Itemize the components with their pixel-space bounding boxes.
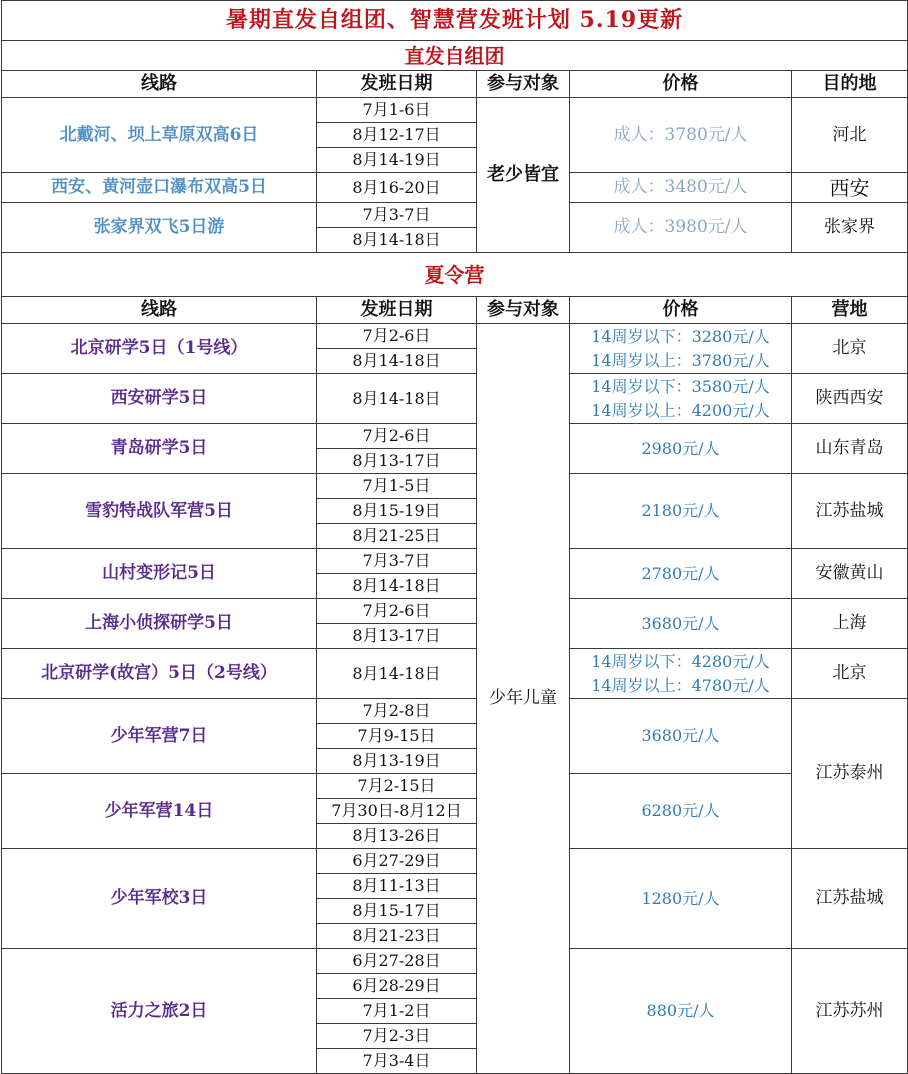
departure-date: 7月1-5日 xyxy=(317,474,477,499)
header-audience: 参与对象 xyxy=(477,297,570,324)
price-cell: 3680元/人 xyxy=(570,599,792,649)
header-price: 价格 xyxy=(570,297,792,324)
destination-cell: 西安 xyxy=(792,173,908,203)
price-under-14: 14周岁以下：4280元/人 xyxy=(591,652,770,672)
section-title-direct-groups: 直发自组团 xyxy=(2,41,908,71)
departure-date: 8月14-19日 xyxy=(317,148,477,173)
price-cell: 6280元/人 xyxy=(570,774,792,849)
header-route: 线路 xyxy=(2,71,317,98)
campsite-cell: 江苏泰州 xyxy=(792,699,908,849)
route-name: 张家界双飞5日游 xyxy=(2,203,317,253)
departure-date: 7月3-7日 xyxy=(317,203,477,228)
audience-cell: 少年儿童 xyxy=(477,324,570,1074)
header-dates: 发班日期 xyxy=(317,71,477,98)
departure-date: 7月2-15日 xyxy=(317,774,477,799)
route-name: 青岛研学5日 xyxy=(2,424,317,474)
audience-cell: 老少皆宜 xyxy=(477,98,570,253)
departure-date: 7月2-6日 xyxy=(317,599,477,624)
route-name: 西安、黄河壶口瀑布双高5日 xyxy=(2,173,317,203)
departure-date: 7月2-8日 xyxy=(317,699,477,724)
price-cell: 2180元/人 xyxy=(570,474,792,549)
departure-date: 7月1-6日 xyxy=(317,98,477,123)
price-under-14: 14周岁以下：3580元/人 xyxy=(591,377,770,397)
campsite-cell: 安徽黄山 xyxy=(792,549,908,599)
campsite-cell: 北京 xyxy=(792,649,908,699)
departure-date: 7月2-3日 xyxy=(317,1024,477,1049)
departure-date: 8月15-19日 xyxy=(317,499,477,524)
departure-date: 8月13-17日 xyxy=(317,449,477,474)
route-name: 北戴河、坝上草原双高6日 xyxy=(2,98,317,173)
price-over-14: 14周岁以上：3780元/人 xyxy=(591,350,770,370)
price-cell xyxy=(570,374,792,424)
departure-date: 7月1-2日 xyxy=(317,999,477,1024)
price-cell: 2780元/人 xyxy=(570,549,792,599)
departure-date: 6月27-28日 xyxy=(317,949,477,974)
route-name: 北京研学5日（1号线） xyxy=(2,324,317,374)
route-name: 西安研学5日 xyxy=(2,374,317,424)
departure-date: 8月13-19日 xyxy=(317,749,477,774)
departure-date: 8月14-18日 xyxy=(317,374,477,424)
departure-date: 8月11-13日 xyxy=(317,874,477,899)
price-cell: 成人：3780元/人 xyxy=(570,98,792,173)
section-title-summer-camp: 夏令营 xyxy=(2,253,908,297)
price-cell: 成人：3480元/人 xyxy=(570,173,792,203)
campsite-cell: 江苏盐城 xyxy=(792,849,908,949)
campsite-cell: 江苏盐城 xyxy=(792,474,908,549)
page-title: 暑期直发自组团、智慧营发班计划 5.19更新 xyxy=(2,1,908,41)
price-over-14: 14周岁以上：4200元/人 xyxy=(591,400,770,420)
departure-date: 7月2-6日 xyxy=(317,324,477,349)
departure-date: 8月12-17日 xyxy=(317,123,477,148)
departure-date: 8月14-18日 xyxy=(317,574,477,599)
route-name: 活力之旅2日 xyxy=(2,949,317,1074)
departure-date: 8月16-20日 xyxy=(317,173,477,203)
departure-date: 8月14-18日 xyxy=(317,649,477,699)
route-name: 上海小侦探研学5日 xyxy=(2,599,317,649)
header-route: 线路 xyxy=(2,297,317,324)
price-over-14: 14周岁以上：4780元/人 xyxy=(591,675,770,695)
route-name: 北京研学(故宫）5日（2号线） xyxy=(2,649,317,699)
route-name: 雪豹特战队军营5日 xyxy=(2,474,317,549)
header-audience: 参与对象 xyxy=(477,71,570,98)
route-name: 少年军营14日 xyxy=(2,774,317,849)
price-cell: 2980元/人 xyxy=(570,424,792,474)
departure-date: 8月21-25日 xyxy=(317,524,477,549)
price-cell: 3680元/人 xyxy=(570,699,792,774)
departure-date: 7月9-15日 xyxy=(317,724,477,749)
campsite-cell: 山东青岛 xyxy=(792,424,908,474)
campsite-cell: 江苏苏州 xyxy=(792,949,908,1074)
departure-date: 7月2-6日 xyxy=(317,424,477,449)
campsite-cell: 上海 xyxy=(792,599,908,649)
route-name: 山村变形记5日 xyxy=(2,549,317,599)
route-name: 少年军校3日 xyxy=(2,849,317,949)
destination-cell: 张家界 xyxy=(792,203,908,253)
departure-date: 8月21-23日 xyxy=(317,924,477,949)
price-cell xyxy=(570,324,792,374)
departure-date: 7月30日-8月12日 xyxy=(317,799,477,824)
header-destination: 目的地 xyxy=(792,71,908,98)
price-cell: 1280元/人 xyxy=(570,849,792,949)
departure-date: 8月13-17日 xyxy=(317,624,477,649)
destination-cell: 河北 xyxy=(792,98,908,173)
price-under-14: 14周岁以下：3280元/人 xyxy=(591,327,770,347)
departure-date: 8月14-18日 xyxy=(317,228,477,253)
campsite-cell: 陕西西安 xyxy=(792,374,908,424)
departure-date: 6月28-29日 xyxy=(317,974,477,999)
price-cell xyxy=(570,649,792,699)
departure-date: 7月3-7日 xyxy=(317,549,477,574)
departure-date: 8月13-26日 xyxy=(317,824,477,849)
schedule-table xyxy=(1,0,908,1074)
price-cell: 成人：3980元/人 xyxy=(570,203,792,253)
departure-date: 8月15-17日 xyxy=(317,899,477,924)
header-dates: 发班日期 xyxy=(317,297,477,324)
departure-date: 6月27-29日 xyxy=(317,849,477,874)
header-campsite: 营地 xyxy=(792,297,908,324)
departure-date: 8月14-18日 xyxy=(317,349,477,374)
departure-date: 7月3-4日 xyxy=(317,1049,477,1074)
header-price: 价格 xyxy=(570,71,792,98)
price-cell: 880元/人 xyxy=(570,949,792,1074)
route-name: 少年军营7日 xyxy=(2,699,317,774)
campsite-cell: 北京 xyxy=(792,324,908,374)
